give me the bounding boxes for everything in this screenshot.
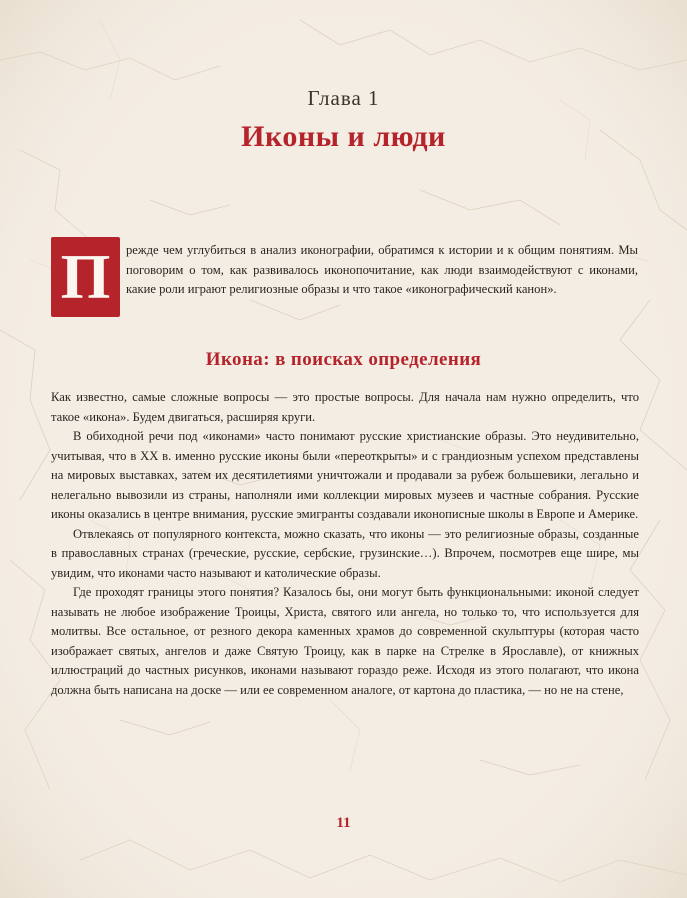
body-paragraph: Как известно, самые сложные вопросы — это простые вопросы. Для начала нам нужно определить, что такое «икона». Будем двигаться, расширяя круги. [51, 390, 639, 424]
body-paragraph: Отвлекаясь от популярного контекста, можно сказать, что иконы — это религиозные образы, созданные в православных странах (греческие, русские, сербские, грузинские…). Впрочем, посмотрев еще шире, мы увидим, что иконами часто называют и католические образы. [51, 526, 639, 580]
chapter-label: Глава 1 [307, 86, 380, 110]
dropcap-letter: П [60, 241, 111, 312]
body-paragraph: В обиходной речи под «иконами» часто понимают русские христианские образы. Это неудивительно, учитывая, что в XX в. именно русские иконы были «переоткрыты» и с грандиозным успехом представлены на мировых выставках, затем их десятилетиями уничтожали и продавали за рубеж большевики, легально и нелегально вывозили из страны, наполняли ими коллекции мировых музеев и частные собрания. Русские иконы оказались в центре внимания, русские эмигранты создавали иконописные школы в Европе и Америке. [51, 429, 639, 521]
section-title: Икона: в поисках определения [205, 349, 482, 370]
page-number: 11 [336, 815, 351, 831]
section-body [51, 388, 639, 700]
dropcap-box [51, 237, 120, 317]
body-paragraph: Где проходят границы этого понятия? Казалось бы, они могут быть функциональными: иконой следует называть не любое изображение Троицы, Христа, святого или ангела, но только то, что используется для молитвы. Все остальное, от резного декора каменных храмов до современной скульптуры (которая часто изображает святых, ангелов и даже Святую Троицу, как в парке на Стрелке в Ярославле), от книжных иллюстраций до частных рисунков, иконами называют гораздо реже. Исходя из этого полагают, что икона должна быть написана на доске — или ее современном аналоге, от картона до пластика, — но не на стене, [51, 585, 639, 697]
chapter-title: Иконы и люди [241, 120, 446, 153]
intro-paragraph: режде чем углубиться в анализ иконографии, обратимся к истории и к общим понятиям. Мы поговорим о том, как развивалось иконопочитание, как люди взаимодействуют с иконами, какие роли играют религиозные образы и что такое «иконографический канон». [126, 243, 638, 296]
